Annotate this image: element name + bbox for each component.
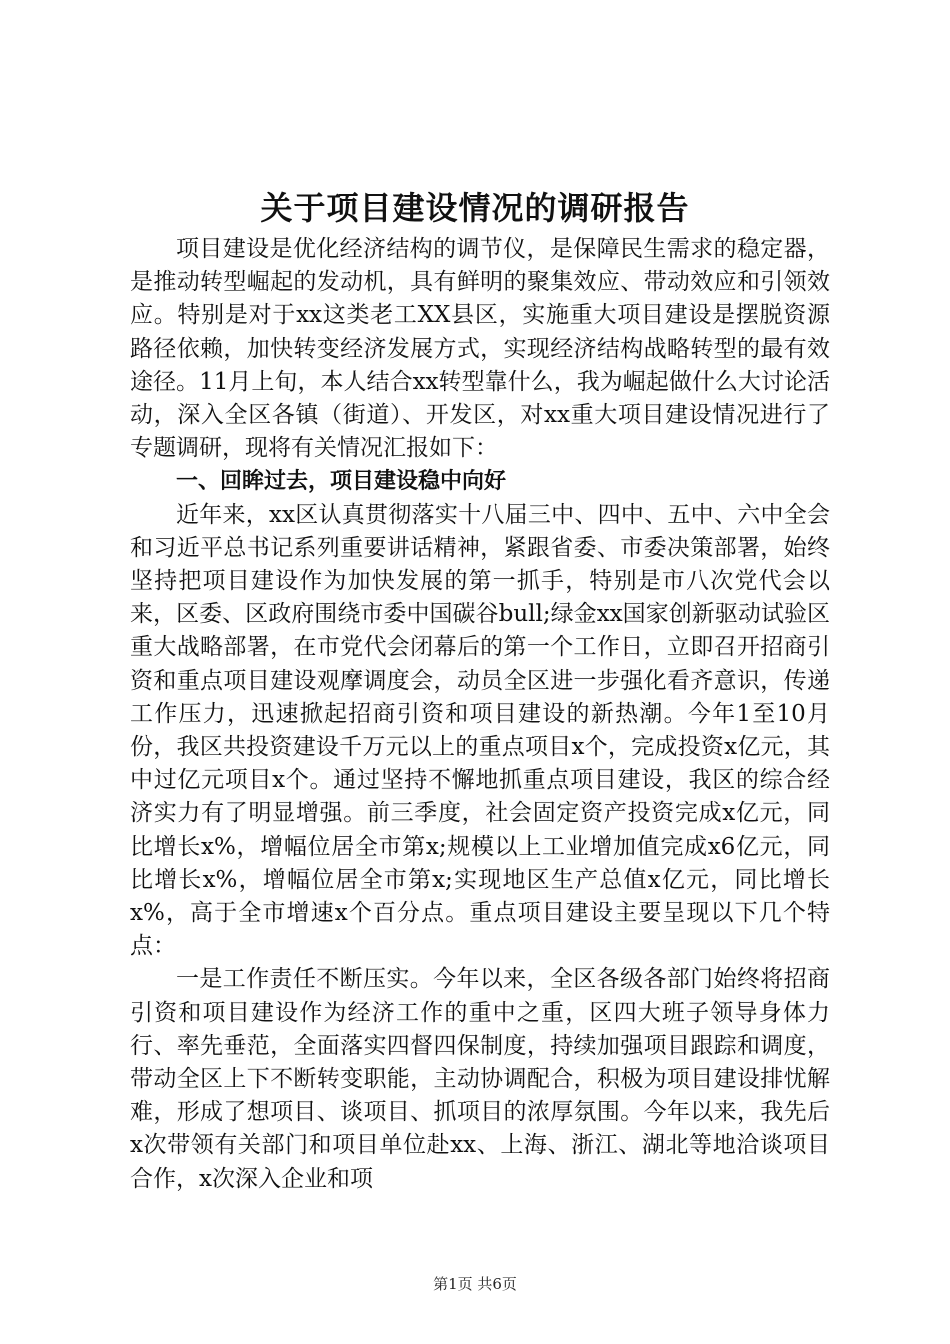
section-heading: 一、回眸过去，项目建设稳中向好 — [176, 469, 507, 495]
page-number: 第1页 共6页 — [433, 1275, 517, 1293]
responsibility-paragraph: 一是工作责任不断压实。今年以来，全区各级各部门始终将招商引资和项目建设作为经济工作的重中之重，区四大班子领导身体力行、率先垂范，全面落实四督四保制度，持续加强项目跟踪和调度，带动全区上下不断转变职能，主动协调配合，积极为项目建设排忧解难，形成了想项目、谈项目、抓项目的浓厚氛围。今年以来，我先后x次带领有关部门和项目单位赴xx、上海、浙江、湖北等地洽谈项目合作，x次深入企业和项 — [130, 966, 830, 1192]
document-title: 关于项目建设情况的调研报告 — [260, 189, 690, 227]
review-paragraph: 近年来，xx区认真贯彻落实十八届三中、四中、五中、六中全会和习近平总书记系列重要讲话精神，紧跟省委、市委决策部署，始终坚持把项目建设作为加快发展的第一抓手，特别是市八次党代会以来，区委、区政府围绕市委中国碳谷bull;绿金xx国家创新驱动试验区重大战略部署，在市党代会闭幕后的第一个工作日，立即召开招商引资和重点项目建设观摩调度会，动员全区进一步强化看齐意识，传递工作压力，迅速掀起招商引资和项目建设的新热潮。今年1至10月份，我区共投资建设千万元以上的重点项目x个，完成投资x亿元，其中过亿元项目x个。通过坚持不懈地抓重点项目建设，我区的综合经济实力有了明显增强。前三季度，社会固定资产投资完成x亿元，同比增长x%，增幅位居全市第x;规模以上工业增加值完成x6亿元，同比增长x%，增幅位居全市第x;实现地区生产总值x亿元，同比增长x%，高于全市增速x个百分点。重点项目建设主要呈现以下几个特点： — [130, 501, 830, 960]
document-body — [130, 233, 830, 1196]
intro-paragraph: 项目建设是优化经济结构的调节仪，是保障民生需求的稳定器，是推动转型崛起的发动机，具有鲜明的聚集效应、带动效应和引领效应。特别是对于xx这类老工XX县区，实施重大项目建设是摆脱资源路径依赖，加快转变经济发展方式，实现经济结构战略转型的最有效途径。11月上旬，本人结合xx转型靠什么，我为崛起做什么大讨论活动，深入全区各镇（街道）、开发区，对xx重大项目建设情况进行了专题调研，现将有关情况汇报如下： — [130, 236, 830, 462]
